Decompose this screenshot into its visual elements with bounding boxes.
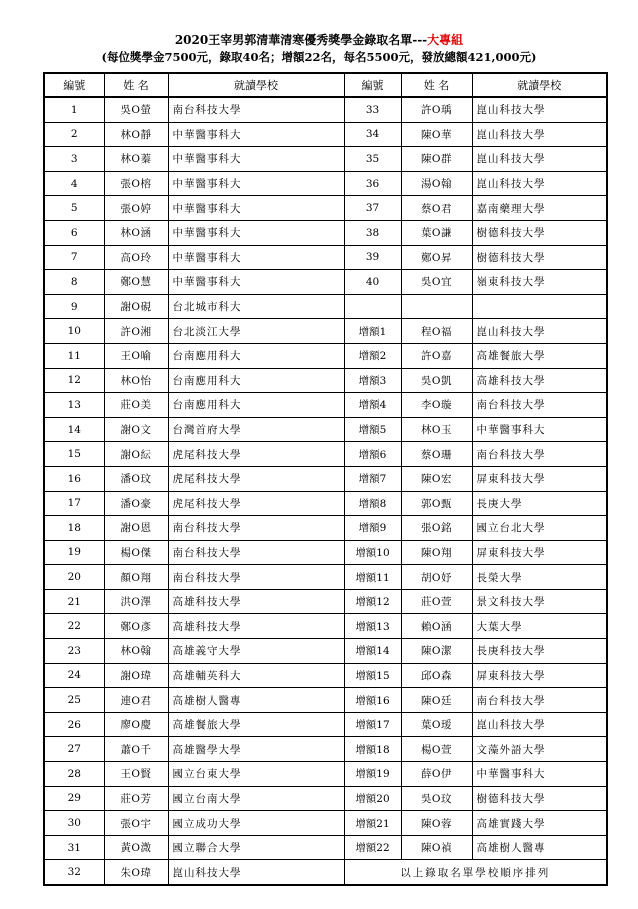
cell-school: 國立成功大學 xyxy=(168,811,344,836)
cell-number: 32 xyxy=(44,860,104,885)
cell-school: 屏東科技大學 xyxy=(472,540,607,565)
cell-name: 陳O禎 xyxy=(401,835,472,860)
cell-school: 虎尾科技大學 xyxy=(168,442,344,467)
cell-number: 6 xyxy=(44,220,104,245)
table-row xyxy=(44,762,607,787)
cell-name: 張O榕 xyxy=(104,171,168,196)
cell-number: 增額22 xyxy=(344,835,401,860)
cell-school: 南台科技大學 xyxy=(168,97,344,122)
cell-school: 樹德科技大學 xyxy=(472,220,607,245)
cell-school: 長庚科技大學 xyxy=(472,639,607,664)
table-row xyxy=(44,466,607,491)
cell-school: 長榮大學 xyxy=(472,565,607,590)
cell-school: 台北淡江大學 xyxy=(168,319,344,344)
cell-name: 湯O翰 xyxy=(401,171,472,196)
cell-school: 中華醫事科大 xyxy=(168,196,344,221)
cell-name: 許O嘉 xyxy=(401,343,472,368)
column-header-school: 就讀學校 xyxy=(472,73,607,97)
cell-number: 7 xyxy=(44,245,104,270)
table-header-row xyxy=(44,73,607,97)
cell-name: 朱O瑋 xyxy=(104,860,168,885)
column-header-school: 就讀學校 xyxy=(168,73,344,97)
cell-name: 顏O翔 xyxy=(104,565,168,590)
cell-school: 崑山科技大學 xyxy=(472,171,607,196)
cell-name: 林O玉 xyxy=(401,417,472,442)
cell-school: 南台科技大學 xyxy=(168,540,344,565)
cell-number: 22 xyxy=(44,614,104,639)
cell-school xyxy=(472,294,607,319)
title-main: 2020王宰男郭清華清寒優秀獎學金錄取名單--- xyxy=(174,33,428,47)
cell-school: 台南應用科大 xyxy=(168,393,344,418)
cell-name: 蔡O君 xyxy=(401,196,472,221)
cell-number: 29 xyxy=(44,786,104,811)
cell-name: 楊O傑 xyxy=(104,540,168,565)
table-row xyxy=(44,147,607,172)
cell-name: 謝O硯 xyxy=(104,294,168,319)
cell-number: 增額2 xyxy=(344,343,401,368)
cell-school: 高雄樹人醫專 xyxy=(168,688,344,713)
page-title xyxy=(0,33,638,47)
cell-name: 王O喻 xyxy=(104,343,168,368)
cell-name: 張O婷 xyxy=(104,196,168,221)
cell-name: 陳O蓉 xyxy=(401,811,472,836)
cell-name: 連O君 xyxy=(104,688,168,713)
cell-name: 薛O伊 xyxy=(401,762,472,787)
cell-number: 33 xyxy=(344,97,401,122)
cell-name: 鄭O慧 xyxy=(104,270,168,295)
cell-number: 19 xyxy=(44,540,104,565)
cell-name: 黃O溦 xyxy=(104,835,168,860)
cell-number: 增額12 xyxy=(344,589,401,614)
table-row xyxy=(44,688,607,713)
cell-number: 增額9 xyxy=(344,516,401,541)
cell-number: 15 xyxy=(44,442,104,467)
cell-name: 林O蓁 xyxy=(104,147,168,172)
cell-name: 程O福 xyxy=(401,319,472,344)
cell-name: 鄭O昇 xyxy=(401,245,472,270)
cell-name: 許O瑀 xyxy=(401,97,472,122)
title-accent: 大專組 xyxy=(427,33,464,47)
cell-number: 24 xyxy=(44,663,104,688)
cell-number: 4 xyxy=(44,171,104,196)
cell-school: 樹德科技大學 xyxy=(472,786,607,811)
table-row xyxy=(44,270,607,295)
table-row xyxy=(44,811,607,836)
cell-name: 蔡O珊 xyxy=(401,442,472,467)
cell-name: 林O翰 xyxy=(104,639,168,664)
cell-school: 大葉大學 xyxy=(472,614,607,639)
table-row xyxy=(44,516,607,541)
cell-number: 增額20 xyxy=(344,786,401,811)
table-row xyxy=(44,663,607,688)
cell-school: 嘉南藥理大學 xyxy=(472,196,607,221)
cell-number: 增額14 xyxy=(344,639,401,664)
cell-school: 崑山科技大學 xyxy=(168,860,344,885)
cell-number xyxy=(344,294,401,319)
cell-name: 廖O慶 xyxy=(104,712,168,737)
cell-name: 楊O萱 xyxy=(401,737,472,762)
cell-number: 2 xyxy=(44,122,104,147)
cell-name: 吳O螢 xyxy=(104,97,168,122)
cell-school: 南台科技大學 xyxy=(168,516,344,541)
cell-number: 12 xyxy=(44,368,104,393)
cell-school: 崑山科技大學 xyxy=(472,147,607,172)
cell-school: 高雄實踐大學 xyxy=(472,811,607,836)
cell-name: 葉O謙 xyxy=(401,220,472,245)
cell-number: 13 xyxy=(44,393,104,418)
cell-number: 增額17 xyxy=(344,712,401,737)
cell-number: 增額6 xyxy=(344,442,401,467)
cell-number: 38 xyxy=(344,220,401,245)
table-row xyxy=(44,196,607,221)
cell-number: 11 xyxy=(44,343,104,368)
cell-school: 南台科技大學 xyxy=(472,442,607,467)
cell-school: 國立台北大學 xyxy=(472,516,607,541)
cell-number: 5 xyxy=(44,196,104,221)
cell-name: 賴O涵 xyxy=(401,614,472,639)
cell-school: 國立台東大學 xyxy=(168,762,344,787)
cell-number: 增額11 xyxy=(344,565,401,590)
cell-school: 崑山科技大學 xyxy=(472,97,607,122)
table-row xyxy=(44,343,607,368)
table-row xyxy=(44,712,607,737)
cell-school: 台南應用科大 xyxy=(168,368,344,393)
cell-number: 增額10 xyxy=(344,540,401,565)
column-header-name: 姓 名 xyxy=(401,73,472,97)
cell-school: 崑山科技大學 xyxy=(472,712,607,737)
cell-school: 高雄輔英科大 xyxy=(168,663,344,688)
table-row xyxy=(44,565,607,590)
table-row xyxy=(44,417,607,442)
cell-name: 陳O潔 xyxy=(401,639,472,664)
cell-school: 中華醫事科大 xyxy=(168,270,344,295)
cell-name: 莊O芳 xyxy=(104,786,168,811)
cell-number: 40 xyxy=(344,270,401,295)
column-header-no: 編號 xyxy=(344,73,401,97)
cell-name: 潘O豪 xyxy=(104,491,168,516)
table-row xyxy=(44,639,607,664)
column-header-name: 姓 名 xyxy=(104,73,168,97)
cell-school: 長庚大學 xyxy=(472,491,607,516)
cell-number: 18 xyxy=(44,516,104,541)
table-row xyxy=(44,737,607,762)
cell-name: 潘O玟 xyxy=(104,466,168,491)
cell-number: 25 xyxy=(44,688,104,713)
cell-number: 26 xyxy=(44,712,104,737)
roster-table xyxy=(43,72,608,886)
table-row xyxy=(44,220,607,245)
cell-number: 增額21 xyxy=(344,811,401,836)
table-row xyxy=(44,294,607,319)
cell-school: 高雄科技大學 xyxy=(168,614,344,639)
table-row xyxy=(44,860,607,885)
cell-name: 吳O凱 xyxy=(401,368,472,393)
cell-number: 34 xyxy=(344,122,401,147)
cell-school: 樹德科技大學 xyxy=(472,245,607,270)
cell-name: 鄭O彥 xyxy=(104,614,168,639)
page-subtitle: (每位獎學金7500元，錄取40名；增額22名，每名5500元，發放總額421,000元) xyxy=(101,50,537,64)
cell-name: 謝O紜 xyxy=(104,442,168,467)
cell-number: 增額8 xyxy=(344,491,401,516)
table-row xyxy=(44,171,607,196)
cell-number: 1 xyxy=(44,97,104,122)
cell-number: 增額5 xyxy=(344,417,401,442)
table-row xyxy=(44,122,607,147)
cell-school: 台灣首府大學 xyxy=(168,417,344,442)
table-row xyxy=(44,442,607,467)
cell-name: 李O璇 xyxy=(401,393,472,418)
cell-name: 陳O翔 xyxy=(401,540,472,565)
cell-name: 胡O妤 xyxy=(401,565,472,590)
cell-name: 高O玲 xyxy=(104,245,168,270)
cell-number: 21 xyxy=(44,589,104,614)
cell-name: 林O涵 xyxy=(104,220,168,245)
table-row xyxy=(44,786,607,811)
column-header-no: 編號 xyxy=(44,73,104,97)
cell-name: 郭O甄 xyxy=(401,491,472,516)
cell-school: 屏東科技大學 xyxy=(472,466,607,491)
cell-number: 8 xyxy=(44,270,104,295)
cell-number: 增額3 xyxy=(344,368,401,393)
cell-school: 中華醫事科大 xyxy=(168,245,344,270)
table-row xyxy=(44,245,607,270)
cell-name: 林O靜 xyxy=(104,122,168,147)
cell-number: 增額16 xyxy=(344,688,401,713)
table-row xyxy=(44,540,607,565)
cell-number: 35 xyxy=(344,147,401,172)
cell-school: 中華醫事科大 xyxy=(168,220,344,245)
cell-name xyxy=(401,294,472,319)
cell-number: 3 xyxy=(44,147,104,172)
cell-name: 蕭O千 xyxy=(104,737,168,762)
roster-body xyxy=(44,73,607,885)
cell-number: 增額4 xyxy=(344,393,401,418)
cell-school: 崑山科技大學 xyxy=(472,122,607,147)
cell-name: 邱O森 xyxy=(401,663,472,688)
cell-school: 高雄樹人醫專 xyxy=(472,835,607,860)
cell-number: 37 xyxy=(344,196,401,221)
cell-number: 9 xyxy=(44,294,104,319)
cell-school: 高雄餐旅大學 xyxy=(168,712,344,737)
cell-name: 許O湘 xyxy=(104,319,168,344)
cell-school: 南台科技大學 xyxy=(168,565,344,590)
cell-number: 10 xyxy=(44,319,104,344)
cell-school: 南台科技大學 xyxy=(472,393,607,418)
cell-name: 陳O廷 xyxy=(401,688,472,713)
cell-school: 高雄義守大學 xyxy=(168,639,344,664)
cell-number: 27 xyxy=(44,737,104,762)
table-row xyxy=(44,835,607,860)
cell-name: 張O銘 xyxy=(401,516,472,541)
cell-name: 林O怡 xyxy=(104,368,168,393)
cell-school: 國立聯合大學 xyxy=(168,835,344,860)
cell-school: 南台科技大學 xyxy=(472,688,607,713)
table-row xyxy=(44,393,607,418)
cell-number: 20 xyxy=(44,565,104,590)
table-row xyxy=(44,589,607,614)
cell-school: 中華醫事科大 xyxy=(168,171,344,196)
table-row xyxy=(44,97,607,122)
cell-school: 高雄餐旅大學 xyxy=(472,343,607,368)
cell-school: 崑山科技大學 xyxy=(472,319,607,344)
table-row xyxy=(44,319,607,344)
cell-name: 吳O玟 xyxy=(401,786,472,811)
cell-school: 高雄科技大學 xyxy=(168,589,344,614)
cell-name: 陳O群 xyxy=(401,147,472,172)
cell-school: 中華醫事科大 xyxy=(472,762,607,787)
cell-number: 36 xyxy=(344,171,401,196)
cell-number: 31 xyxy=(44,835,104,860)
cell-school: 高雄醫學大學 xyxy=(168,737,344,762)
cell-name: 莊O萱 xyxy=(401,589,472,614)
cell-school: 虎尾科技大學 xyxy=(168,491,344,516)
cell-number: 增額13 xyxy=(344,614,401,639)
cell-school: 虎尾科技大學 xyxy=(168,466,344,491)
cell-name: 張O宇 xyxy=(104,811,168,836)
cell-name: 洪O澤 xyxy=(104,589,168,614)
cell-number: 23 xyxy=(44,639,104,664)
footer-note: 以上錄取名單學校順序排列 xyxy=(344,860,607,885)
cell-school: 台北城市科大 xyxy=(168,294,344,319)
cell-name: 王O賢 xyxy=(104,762,168,787)
cell-school: 景文科技大學 xyxy=(472,589,607,614)
cell-school: 中華醫事科大 xyxy=(168,147,344,172)
cell-number: 17 xyxy=(44,491,104,516)
cell-name: 陳O華 xyxy=(401,122,472,147)
cell-school: 屏東科技大學 xyxy=(472,663,607,688)
cell-school: 中華醫事科大 xyxy=(472,417,607,442)
cell-school: 高雄科技大學 xyxy=(472,368,607,393)
cell-school: 國立台南大學 xyxy=(168,786,344,811)
cell-number: 增額15 xyxy=(344,663,401,688)
cell-number: 增額19 xyxy=(344,762,401,787)
cell-name: 謝O瑋 xyxy=(104,663,168,688)
table-row xyxy=(44,614,607,639)
cell-number: 28 xyxy=(44,762,104,787)
cell-name: 吳O宜 xyxy=(401,270,472,295)
cell-name: 葉O瑷 xyxy=(401,712,472,737)
cell-number: 14 xyxy=(44,417,104,442)
cell-school: 文藻外語大學 xyxy=(472,737,607,762)
cell-name: 謝O文 xyxy=(104,417,168,442)
cell-school: 台南應用科大 xyxy=(168,343,344,368)
cell-school: 中華醫事科大 xyxy=(168,122,344,147)
cell-number: 增額7 xyxy=(344,466,401,491)
cell-number: 16 xyxy=(44,466,104,491)
table-row xyxy=(44,491,607,516)
cell-school: 嶺東科技大學 xyxy=(472,270,607,295)
cell-name: 謝O恩 xyxy=(104,516,168,541)
cell-name: 莊O美 xyxy=(104,393,168,418)
cell-number: 增額18 xyxy=(344,737,401,762)
cell-number: 39 xyxy=(344,245,401,270)
cell-number: 增額1 xyxy=(344,319,401,344)
cell-name: 陳O宏 xyxy=(401,466,472,491)
cell-number: 30 xyxy=(44,811,104,836)
table-row xyxy=(44,368,607,393)
